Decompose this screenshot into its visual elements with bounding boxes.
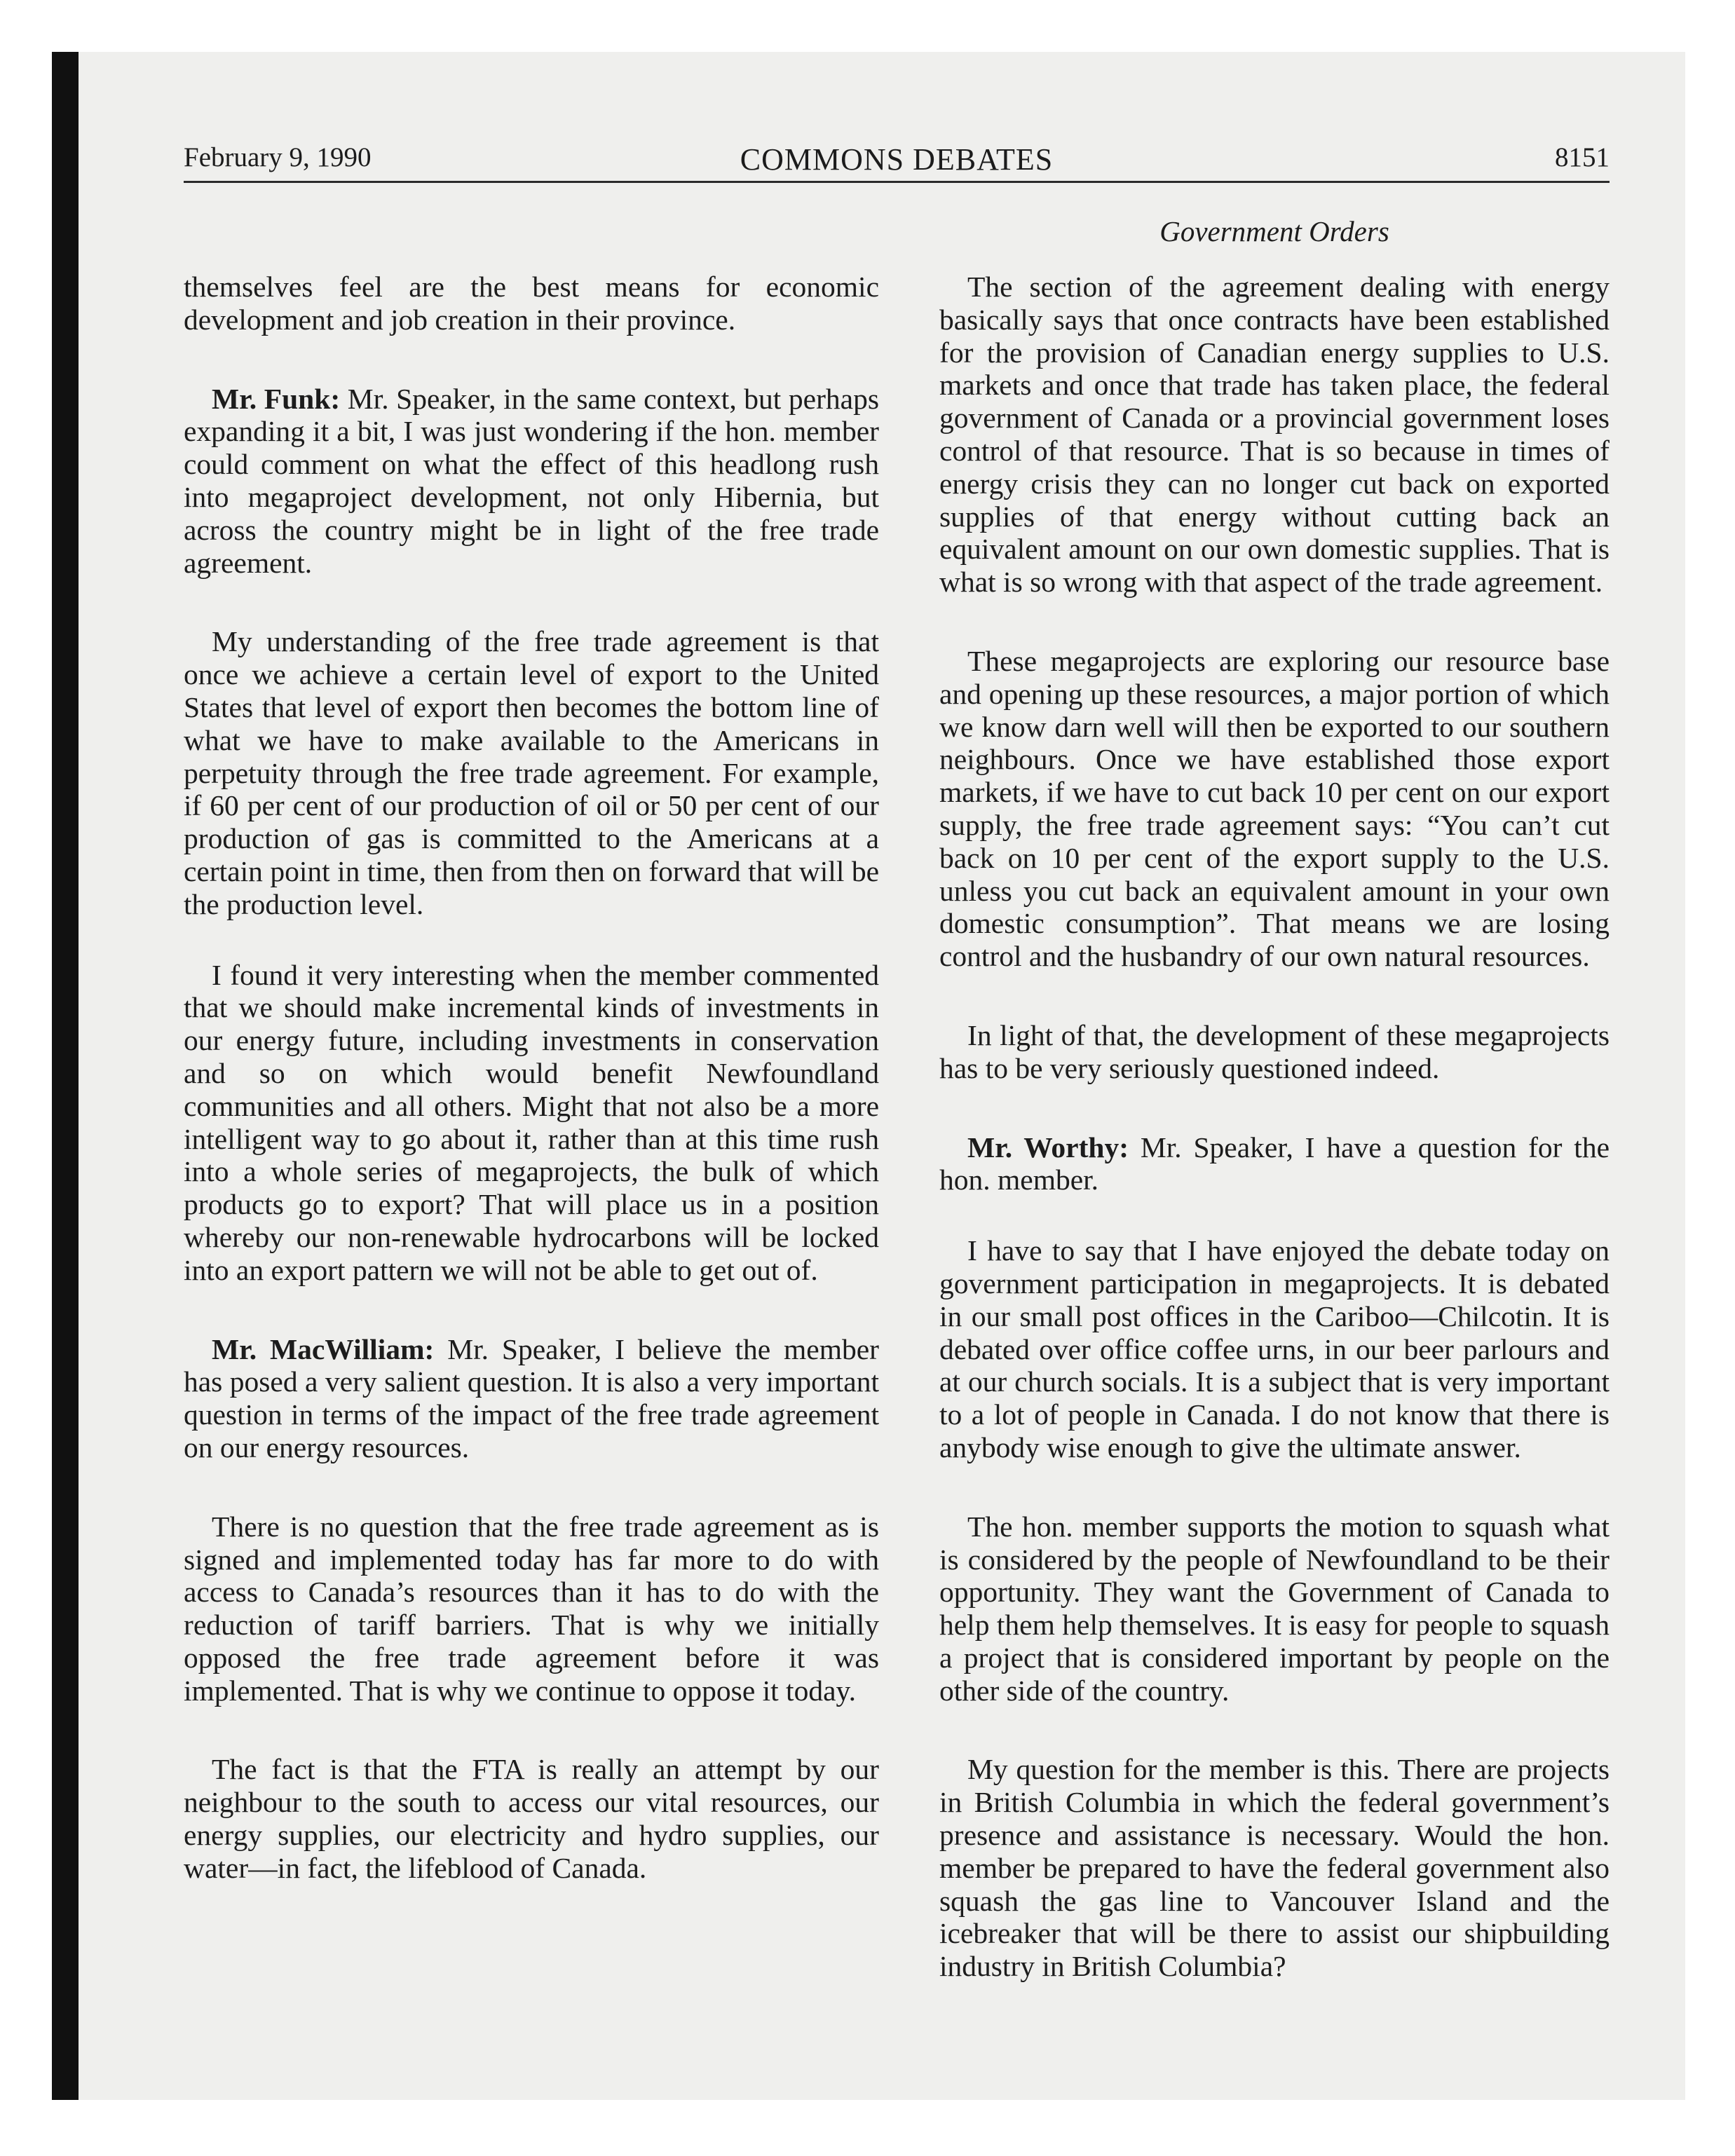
speaker-name: Mr. Worthy: <box>967 1131 1129 1164</box>
section-heading: Government Orders <box>1159 215 1389 247</box>
paragraph: My understanding of the free trade agreement is that once we achieve a certain level of export to the United States that level of export then becomes the bottom line of what we have to make available to the Americans in perpetuity through the free trade agreement. For example, if 60 per cent of our production of oil or 50 per cent of our production of gas is committed to the Americans at a certain point in time, then from then on forward that will be the production level. <box>184 625 879 920</box>
paragraph: In light of that, the development of these megaprojects has to be very seriously questioned indeed. <box>939 1018 1610 1084</box>
paragraph: There is no question that the free trade agreement as is signed and implemented today has far more to do with access to Canada’s resources than it has to do with the reduction of tariff barriers. That is why we initially opposed the free trade agreement before it was implemented. That is why we continue to oppose it today. <box>184 1510 879 1707</box>
paragraph: The fact is that the FTA is really an attempt by our neighbour to the south to access our vital resources, our energy supplies, our electricity and hydro supplies, our water—in fact, the lifeblood of Canada. <box>184 1753 879 1884</box>
paragraph: themselves feel are the best means for economic development and job creation in their province. <box>184 271 879 336</box>
header-date: February 9, 1990 <box>184 142 372 172</box>
scan-binding-edge <box>52 52 79 2100</box>
header-rule <box>184 181 1610 183</box>
left-column <box>184 271 879 1885</box>
speech-text: Mr. Speaker, I believe the member has posed a very salient question. It is also a very important question in terms of the impact of the free trade agreement on our energy resources. <box>184 1332 879 1464</box>
header-page-number: 8151 <box>1555 142 1610 172</box>
running-header <box>184 137 1610 181</box>
right-column <box>939 271 1610 1983</box>
speech-funk <box>184 383 879 580</box>
speech-macwilliam <box>184 1333 879 1464</box>
speech-worthy <box>939 1131 1610 1197</box>
paragraph: I have to say that I have enjoyed the debate today on government participation in megaprojects. It is debated in our small post offices in the Cariboo—Chilcotin. It is debated over office coffee urns, in our beer parlours and at our church socials. It is a subject that is very important to a lot of people in Canada. I do not know that there is anybody wise enough to give the ultimate answer. <box>939 1234 1610 1464</box>
paragraph: I found it very interesting when the member commented that we should make incremental kinds of investments in our energy future, including investments in conservation and so on which would benefit Newfoundland communities and all others. Might that not also be a more intelligent way to go about it, rather than at this time rush into a whole series of megaprojects, the bulk of which products go to export? That will place us in a position whereby our non-renewable hydrocarbons will be locked into an export pattern we will not be able to get out of. <box>184 958 879 1286</box>
paragraph: These megaprojects are exploring our resource base and opening up these resources, a major portion of which we know darn well will then be exported to our southern neighbours. Once we have established those export markets, if we have to cut back 10 per cent on our export supply, the free trade agreement says: “You can’t cut back on 10 per cent of the export supply to the U.S. unless you cut back an equivalent amount in your own domestic consumption”. That means we are losing control and the husbandry of our own natural resources. <box>939 644 1610 973</box>
speaker-name: Mr. MacWilliam: <box>212 1332 435 1365</box>
speech-text: Mr. Speaker, in the same context, but perhaps expanding it a bit, I was just wondering if the hon. member could comment on what the effect of this headlong rush into megaproject development, not only Hibernia, but across the country might be in light of the free trade agreement. <box>184 382 879 579</box>
speaker-name: Mr. Funk: <box>212 382 341 415</box>
paragraph: The section of the agreement dealing with energy basically says that once contracts have been established for the provision of Canadian energy supplies to U.S. markets and once that trade has taken place, the federal government of Canada or a provincial government loses control of that resource. That is so because in times of energy crisis they can no longer cut back on exported supplies of that energy without cutting back an equivalent amount on our own domestic supplies. That is what is so wrong with that aspect of the trade agreement. <box>939 271 1610 599</box>
paragraph: My question for the member is this. There are projects in British Columbia in which the federal government’s presence and assistance is necessary. Would the hon. member be prepared to have the federal government also squash the gas line to Vancouver Island and the icebreaker that will be there to assist our shipbuilding industry in British Columbia? <box>939 1753 1610 1983</box>
paragraph: The hon. member supports the motion to squash what is considered by the people of Newfoundland to be their opportunity. They want the Government of Canada to help them help themselves. It is easy for people to squash a project that is considered important by people on the other side of the country. <box>939 1510 1610 1707</box>
header-title: COMMONS DEBATES <box>740 142 1054 177</box>
speech-text: Mr. Speaker, I have a question for the hon. member. <box>939 1131 1610 1196</box>
